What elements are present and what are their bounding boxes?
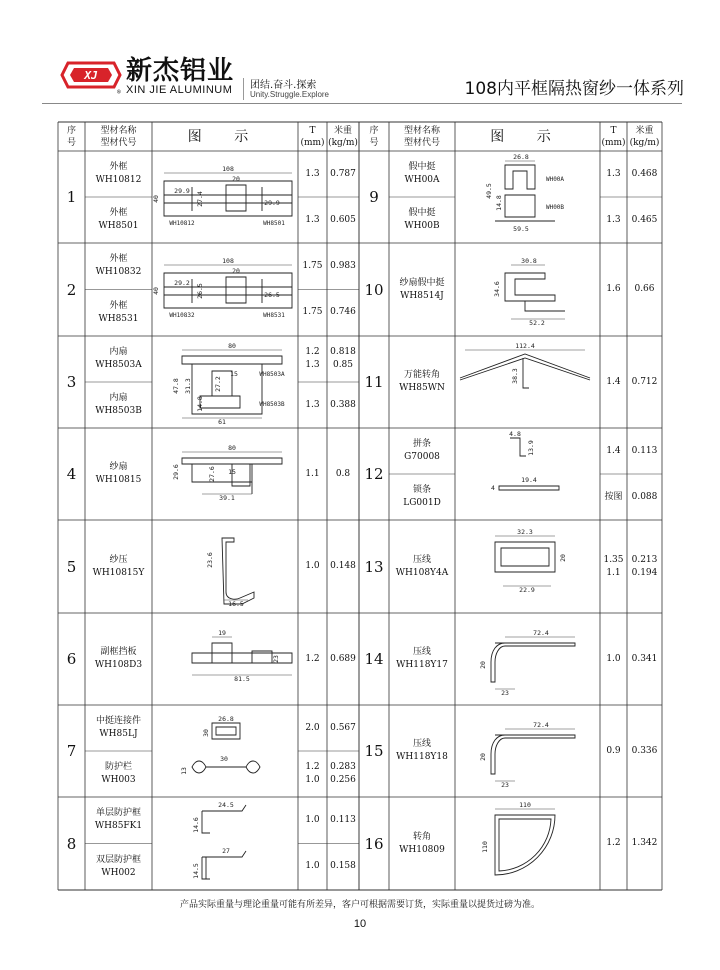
weight-value: 0.983 xyxy=(330,260,356,271)
profile-drawing xyxy=(152,428,298,520)
dimension-label: WH8501 xyxy=(263,220,285,227)
profile-drawing xyxy=(152,243,298,336)
thickness-value: 1.3 xyxy=(305,399,320,410)
dimension-label: WH00B xyxy=(545,204,565,211)
dimension-label: 27.4 xyxy=(196,191,204,207)
dimension-label: WH8531 xyxy=(263,312,285,319)
brand-name-en: XIN JIE ALUMINUM xyxy=(126,84,233,96)
weight-value: 0.336 xyxy=(631,745,658,756)
thickness-value: 按图 xyxy=(604,491,623,502)
dimension-label: 23.6 xyxy=(206,552,214,568)
group-number: 9 xyxy=(369,188,379,206)
profile-name-code: 拼条 G70008 xyxy=(404,439,440,462)
weight-value: 0.113 xyxy=(631,445,658,456)
thickness-value: 1.75 xyxy=(302,260,323,271)
thickness-value: 1.4 xyxy=(606,445,621,456)
header-weight: 米重 (kg/m) xyxy=(629,125,660,148)
thickness-value: 1.75 xyxy=(302,307,323,318)
profile-drawing xyxy=(152,336,298,428)
profile-name-code: 假中挺 WH00A xyxy=(404,162,440,185)
group-number: 8 xyxy=(66,834,77,853)
header-weight: 米重 (kg/m) xyxy=(328,125,358,148)
profile-outline xyxy=(226,185,246,211)
profile-drawing xyxy=(152,613,298,705)
weight-value: 0.113 xyxy=(330,814,356,825)
profile-outline xyxy=(192,464,252,482)
dimension-label: 27.6 xyxy=(208,466,216,482)
profile-name-code: 压线 WH118Y18 xyxy=(396,739,448,762)
group-number: 13 xyxy=(364,557,384,576)
profile-outline xyxy=(216,727,236,735)
thickness-value: 1.0 xyxy=(606,653,621,664)
thickness-value: 2.0 xyxy=(305,722,320,733)
header-name: 型材名称 型材代号 xyxy=(403,125,440,148)
weight-value: 0.465 xyxy=(631,214,658,225)
profile-drawing xyxy=(455,336,600,428)
weight-value: 0.8 xyxy=(335,468,351,479)
thickness-value: 1.1 xyxy=(305,468,320,479)
profile-outline xyxy=(200,396,240,408)
dimension-label: 27 xyxy=(222,847,230,855)
header-seq: 序 号 xyxy=(369,125,379,148)
group-number: 7 xyxy=(66,742,77,760)
profile-drawing xyxy=(152,151,298,243)
thickness-value: 1.35 1.1 xyxy=(603,554,624,578)
dimension-label: 4.8 xyxy=(509,430,521,438)
dimension-label: 52.2 xyxy=(529,319,545,327)
dimension-label: 72.4 xyxy=(533,629,549,637)
profile-name-code: 中挺连接件 WH85LJ xyxy=(95,716,141,739)
dimension-label: 14.6 xyxy=(192,817,200,833)
dimension-label: 23 xyxy=(272,655,280,663)
dimension-label: 30.8 xyxy=(521,257,537,265)
dimension-label: 81.5 xyxy=(234,675,250,683)
profile-outline xyxy=(182,356,282,364)
profile-name-code: 外框 WH10832 xyxy=(95,254,142,278)
profile-drawing xyxy=(152,520,298,613)
dimension-label: 14.8 xyxy=(196,396,204,412)
dimension-label: 26.5 xyxy=(196,283,204,299)
dimension-label: 20 xyxy=(479,661,487,669)
group-number: 6 xyxy=(66,650,77,668)
profile-outline xyxy=(460,358,590,380)
profile-outline xyxy=(495,815,555,875)
profile-outline xyxy=(226,277,246,303)
dimension-label: WH10832 xyxy=(169,312,195,319)
profile-name-code: 转角 WH10809 xyxy=(399,831,445,855)
thickness-value: 1.2 1.3 xyxy=(305,347,320,370)
profile-outline xyxy=(202,811,210,833)
weight-value: 0.567 xyxy=(330,722,356,733)
profile-outline xyxy=(505,195,535,217)
profile-outline xyxy=(499,819,551,871)
group-number: 12 xyxy=(364,465,384,483)
dimension-label: 110 xyxy=(481,841,489,853)
slogan-en: Unity.Struggle.Explore xyxy=(250,90,329,99)
profile-drawing xyxy=(455,613,600,705)
weight-value: 0.213 0.194 xyxy=(631,554,658,578)
profile-outline xyxy=(182,458,282,464)
profile-name-code: 纱扇假中挺 WH8514J xyxy=(399,277,445,301)
profile-name-code: 纱扇 WH10815 xyxy=(95,462,142,485)
dimension-label: 80 xyxy=(228,444,236,452)
dimension-label: 26.8 xyxy=(513,153,529,161)
header-figure: 图 示 xyxy=(490,128,565,145)
thickness-value: 1.3 xyxy=(305,168,320,179)
header-name: 型材名称 型材代号 xyxy=(100,125,137,148)
profile-drawing xyxy=(455,428,600,520)
profile-name-code: 单层防护框 WH85FK1 xyxy=(94,808,143,832)
dimension-label: 29.9 xyxy=(174,187,190,195)
svg-text:®: ® xyxy=(117,89,121,96)
dimension-label: 19 xyxy=(218,629,226,637)
dimension-label: 80 xyxy=(228,342,236,350)
dimension-label: 61 xyxy=(218,418,226,426)
dimension-label: 38.3 xyxy=(511,368,519,384)
profile-outline xyxy=(202,857,210,879)
profile-drawing xyxy=(455,243,600,336)
profile-name-code: 内扇 WH8503A xyxy=(95,347,142,370)
header-seq: 序 号 xyxy=(66,125,76,148)
profile-name-code: 防护栏 WH003 xyxy=(101,762,136,785)
dimension-label: 13 xyxy=(180,767,188,775)
thickness-value: 0.9 xyxy=(606,745,621,756)
dimension-label: 30 xyxy=(220,755,228,763)
profile-drawing xyxy=(455,797,600,890)
dimension-label: 24.5 xyxy=(218,801,234,809)
thickness-value: 1.2 xyxy=(606,838,621,848)
profile-outline xyxy=(505,273,555,301)
dimension-label: 15 xyxy=(230,370,238,378)
dimension-label: 13.9 xyxy=(527,440,535,456)
profile-outline xyxy=(222,538,254,604)
profile-outline xyxy=(499,486,559,490)
dimension-label: 30 xyxy=(202,729,210,737)
dimension-label: 39.1 xyxy=(219,494,235,502)
group-number: 14 xyxy=(364,650,384,668)
profile-outline xyxy=(510,438,526,456)
dimension-label: 20 xyxy=(232,175,240,183)
profile-drawing xyxy=(152,705,298,797)
footer-note: 产品实际重量与理论重量可能有所差异，客户可根据需要订货，实际重量以提货过磅为准。 xyxy=(179,900,540,910)
group-number: 5 xyxy=(66,557,77,576)
thickness-value: 1.6 xyxy=(606,284,621,294)
dimension-label: WH00A xyxy=(545,176,565,183)
dimension-label: 20 xyxy=(559,554,567,562)
weight-value: 0.605 xyxy=(330,214,356,225)
weight-value: 1.342 xyxy=(631,838,658,848)
group-number: 10 xyxy=(364,280,384,299)
thickness-value: 1.0 xyxy=(305,861,320,872)
dimension-label: 40 xyxy=(152,287,160,295)
dimension-label: 49.5 xyxy=(485,183,493,199)
dimension-label: 26.5 xyxy=(264,291,280,299)
dimension-label: 72.4 xyxy=(533,721,549,729)
weight-value: 0.388 xyxy=(330,399,356,410)
thickness-value: 1.0 xyxy=(305,561,320,571)
header-figure: 图 示 xyxy=(187,128,263,145)
weight-value: 0.283 0.256 xyxy=(330,762,356,785)
weight-value: 0.088 xyxy=(631,491,658,502)
thickness-value: 1.3 xyxy=(606,168,621,179)
thickness-value: 1.4 xyxy=(606,376,621,387)
svg-text:XJ: XJ xyxy=(84,69,98,82)
group-number: 16 xyxy=(364,834,384,853)
profile-drawing xyxy=(455,520,600,613)
profile-name-code: 副框挡板 WH108D3 xyxy=(94,647,143,670)
weight-value: 0.66 xyxy=(634,284,655,294)
dimension-label: 27.2 xyxy=(214,376,222,392)
dimension-label: 112.4 xyxy=(515,342,535,350)
profile-name-code: 双层防护框 WH002 xyxy=(95,854,141,878)
profile-name-code: 压线 WH118Y17 xyxy=(396,647,448,670)
thickness-value: 1.3 xyxy=(606,214,621,225)
dimension-label: 47.8 xyxy=(172,378,180,394)
group-number: 1 xyxy=(66,188,77,206)
header-thickness: T (mm) xyxy=(601,125,626,148)
weight-value: 0.341 xyxy=(631,653,658,664)
dimension-label: 110 xyxy=(519,801,531,809)
profile-outline xyxy=(525,301,565,311)
dimension-label: 14.5 xyxy=(192,863,200,879)
profile-drawing xyxy=(455,151,600,243)
dimension-label: WH10812 xyxy=(169,220,195,227)
thickness-value: 1.3 xyxy=(305,214,320,225)
dimension-label: 29.9 xyxy=(264,199,280,207)
dimension-label: 23 xyxy=(501,781,509,789)
profile-outline xyxy=(491,643,575,682)
weight-value: 0.158 xyxy=(330,861,356,872)
dimension-label: 15 xyxy=(228,468,236,476)
profile-name-code: 纱压 WH10815Y xyxy=(92,554,145,578)
weight-value: 0.787 xyxy=(330,168,356,179)
profile-name-code: 万能转角 WH85WN xyxy=(399,370,445,393)
brand-name-cn: 新杰铝业 xyxy=(126,56,235,86)
slogan-cn: 团结.奋斗.探索 xyxy=(250,80,317,91)
header-thickness: T (mm) xyxy=(300,125,325,148)
group-number: 4 xyxy=(66,465,77,483)
dimension-label: 59.5 xyxy=(513,225,529,233)
dimension-label: 40 xyxy=(152,195,160,203)
weight-value: 0.712 xyxy=(631,376,658,387)
weight-value: 0.468 xyxy=(631,168,658,179)
group-number: 15 xyxy=(364,742,384,760)
profile-outline xyxy=(523,358,529,388)
weight-value: 0.818 0.85 xyxy=(330,347,356,370)
profile-outline xyxy=(495,542,555,572)
dimension-label: 108 xyxy=(222,257,234,265)
dimension-label: 23 xyxy=(501,689,509,697)
dimension-label: 29.2 xyxy=(174,279,190,287)
dimension-label: 20 xyxy=(232,267,240,275)
profile-name-code: 压线 WH108Y4A xyxy=(395,554,449,578)
dimension-label: WH8503B xyxy=(259,401,285,408)
profile-outline xyxy=(491,735,575,774)
dimension-label: 20 xyxy=(479,753,487,761)
dimension-label: 19.4 xyxy=(521,476,537,484)
dimension-label: WH8503A xyxy=(259,371,285,378)
profile-name-code: 外框 WH8501 xyxy=(98,208,139,231)
profile-name-code: 外框 WH8531 xyxy=(98,300,139,324)
profile-name-code: 锁条 LG001D xyxy=(403,485,441,508)
thickness-value: 1.2 xyxy=(305,653,320,664)
profile-name-code: 内扇 WH8503B xyxy=(95,393,142,416)
dimension-label: 108 xyxy=(222,165,234,173)
profile-drawing xyxy=(455,705,600,797)
dimension-label: 26.8 xyxy=(218,715,234,723)
dimension-label: 22.9 xyxy=(519,586,535,594)
group-number: 11 xyxy=(364,373,384,391)
profile-drawing xyxy=(152,797,298,890)
page-number: 10 xyxy=(353,918,367,930)
dimension-label: 4 xyxy=(491,484,495,492)
series-title: 108内平框隔热窗纱一体系列 xyxy=(464,79,684,99)
group-number: 3 xyxy=(66,373,77,391)
profile-outline xyxy=(505,165,535,189)
dimension-label: 31.3 xyxy=(184,378,192,394)
weight-value: 0.148 xyxy=(330,561,356,571)
dimension-label: 16.5 xyxy=(228,600,244,608)
weight-value: 0.689 xyxy=(330,653,356,664)
profile-name-code: 外框 WH10812 xyxy=(95,162,142,185)
thickness-value: 1.0 xyxy=(305,814,320,825)
dimension-label: 14.8 xyxy=(495,195,503,211)
dimension-label: 29.6 xyxy=(172,464,180,480)
profile-name-code: 假中挺 WH00B xyxy=(404,208,440,231)
dimension-label: 32.3 xyxy=(517,528,533,536)
dimension-label: 34.6 xyxy=(493,281,501,297)
group-number: 2 xyxy=(66,280,77,299)
weight-value: 0.746 xyxy=(330,307,356,318)
thickness-value: 1.2 1.0 xyxy=(305,762,320,785)
